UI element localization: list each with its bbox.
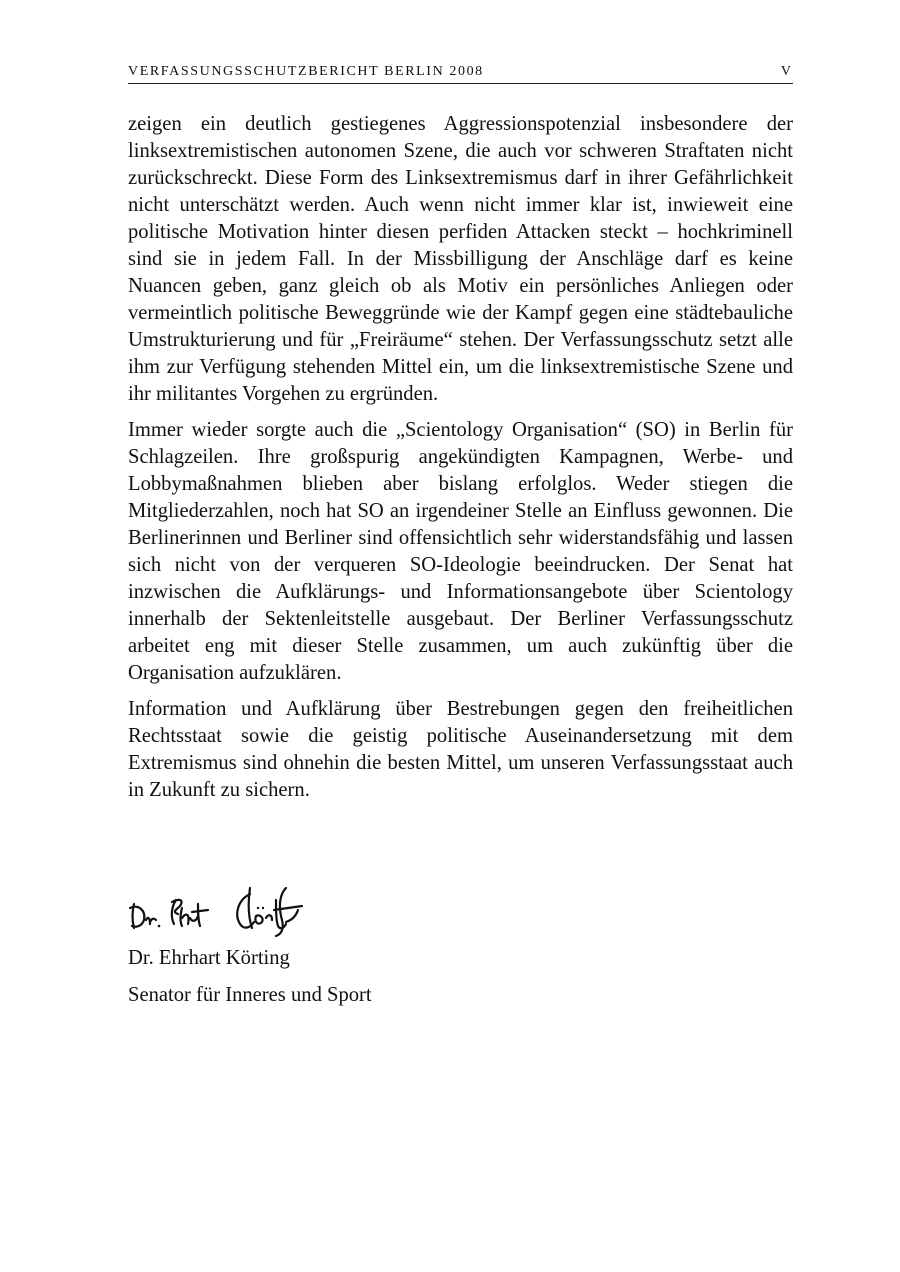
signer-name: Dr. Ehrhart Körting bbox=[128, 947, 290, 969]
running-header bbox=[128, 64, 793, 84]
paragraph-3: Information und Aufklärung über Bestrebungen gegen den freiheitlichen Rechtsstaat sowie die geistig politische Auseinandersetzung mit dem Extremismus sind ohnehin die besten Mittel, um unseren Verfassungsstaat auch in Zukunft zu sichern. bbox=[128, 698, 793, 801]
page-number: V bbox=[780, 64, 791, 79]
paragraph-2: Immer wieder sorgte auch die „Scientology Organisation“ (SO) in Berlin für Schlagzeilen. Ihre großspurig angekündigten Kampagnen, Werbe- und Lobbymaßnahmen blieben aber bislang erfolglos. Weder stiegen die Mitgliederzahlen, noch hat SO an irgendeiner Stelle an Einfluss gewonnen. Die Berlinerinnen und Berliner sind offensichtlich sehr widerstandsfähig und lassen sich nicht von der verqueren SO-Ideologie beeindrucken. Der Senat hat inzwischen die Aufklärungs- und Informationsangebote über Scientology innerhalb der Sektenleitstelle ausgebaut. Der Berliner Verfassungsschutz arbeitet eng mit dieser Stelle zusammen, um auch zukünftig über die Organisation aufzuklären. bbox=[128, 419, 793, 684]
paragraph-1: zeigen ein deutlich gestiegenes Aggressionspotenzial insbesondere der linksextremistischen autonomen Szene, die auch vor schweren Straftaten nicht zurückschreckt. Diese Form des Linksextremismus darf in ihrer Gefährlichkeit nicht unterschätzt werden. Auch wenn nicht immer klar ist, inwieweit eine politische Motivation hinter diesen perfiden Attacken steckt – hochkriminell sind sie in jedem Fall. In der Missbilligung der Anschläge darf es keine Nuancen geben, ganz gleich ob als Motiv ein persönliches Anliegen oder vermeintlich politische Beweggründe wie der Kampf gegen eine städtebauliche Umstrukturierung und für „Freiräume“ stehen. Der Verfassungsschutz setzt alle ihm zur Verfügung stehenden Mittel ein, um die linksextremistische Szene und ihr militantes Vorgehen zu ergründen. bbox=[128, 113, 793, 405]
signer-block bbox=[128, 940, 372, 1014]
handwritten-signature bbox=[126, 878, 316, 938]
signer-title: Senator für Inneres und Sport bbox=[128, 984, 372, 1006]
header-title: VERFASSUNGSSCHUTZBERICHT BERLIN 2008 bbox=[128, 64, 484, 79]
body-text bbox=[128, 111, 793, 813]
